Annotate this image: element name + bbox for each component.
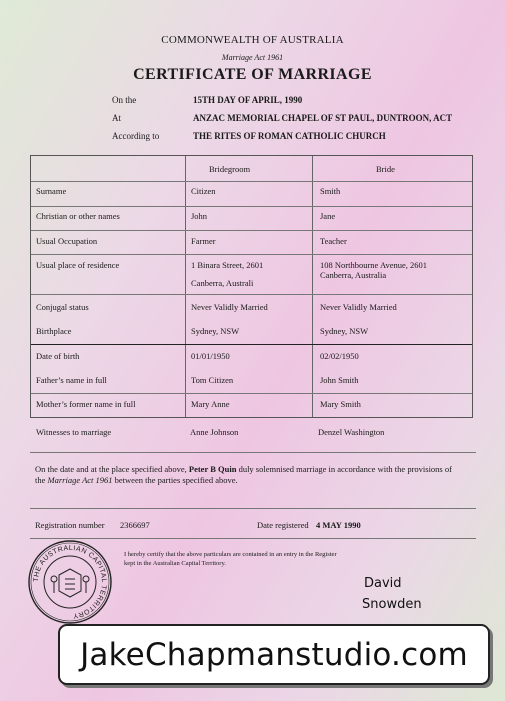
- signature-last-name: Snowden: [362, 597, 422, 612]
- groom-christian-names: John: [191, 211, 208, 221]
- watermark-text: JakeChapmanstudio.com: [80, 636, 468, 673]
- divider: [30, 508, 476, 509]
- bridegroom-column-header: Bridegroom: [209, 164, 251, 174]
- row-label-christian-names: Christian or other names: [36, 211, 120, 221]
- bride-conjugal-status: Never Validly Married: [320, 302, 397, 312]
- country-heading: COMMONWEALTH OF AUSTRALIA: [161, 34, 344, 46]
- bride-occupation: Teacher: [320, 236, 347, 246]
- row-label-birthplace: Birthplace: [36, 326, 72, 336]
- row-label-mother-name: Mother’s former name in full: [36, 399, 136, 409]
- bride-column-header: Bride: [376, 164, 395, 174]
- according-label: According to: [112, 131, 160, 141]
- witness-groom-side: Anne Johnson: [190, 427, 239, 437]
- groom-conjugal-status: Never Validly Married: [191, 302, 268, 312]
- svg-text:THE AUSTRALIAN CAPITAL TERRITO: THE AUSTRALIAN CAPITAL TERRITORY: [32, 544, 108, 619]
- bride-mother-name: Mary Smith: [320, 399, 361, 409]
- date-registered: 4 MAY 1990: [316, 520, 361, 530]
- registration-number-label: Registration number: [35, 520, 105, 530]
- witness-bride-side: Denzel Washington: [318, 427, 385, 437]
- date-registered-label: Date registered: [257, 520, 309, 530]
- celebrant-name: Peter B Quin: [188, 464, 237, 474]
- registration-number: 2366697: [120, 520, 150, 530]
- groom-mother-name: Mary Anne: [191, 399, 230, 409]
- row-label-residence: Usual place of residence: [36, 260, 120, 270]
- according-value: THE RITES OF ROMAN CATHOLIC CHURCH: [193, 131, 386, 141]
- groom-birthplace: Sydney, NSW: [191, 326, 240, 336]
- at-value: ANZAC MEMORIAL CHAPEL OF ST PAUL, DUNTROON, ACT: [193, 113, 453, 123]
- bride-date-of-birth: 02/02/1950: [320, 351, 359, 361]
- divider: [30, 452, 476, 453]
- bride-residence-line1: 108 Northbourne Avenue, 2601: [320, 260, 428, 270]
- bride-birthplace: Sydney, NSW: [320, 326, 369, 336]
- row-label-occupation: Usual Occupation: [36, 236, 98, 246]
- bride-christian-names: Jane: [320, 211, 336, 221]
- witnesses-label: Witnesses to marriage: [36, 427, 112, 437]
- groom-residence-line2: Canberra, Australi: [191, 278, 254, 288]
- territory-seal: [27, 539, 113, 625]
- bride-father-name: John Smith: [320, 375, 359, 385]
- groom-occupation: Farmer: [191, 236, 216, 246]
- row-label-conjugal-status: Conjugal status: [36, 302, 89, 312]
- groom-surname: Citizen: [191, 186, 216, 196]
- row-label-date-of-birth: Date of birth: [36, 351, 80, 361]
- act-subheading: Marriage Act 1961: [221, 53, 284, 62]
- signature-first-name: David: [364, 576, 402, 591]
- row-label-father-name: Father’s name in full: [36, 375, 107, 385]
- particulars-table: [30, 155, 473, 418]
- bride-residence-line2: Canberra, Australia: [320, 270, 387, 280]
- groom-residence-line1: 1 Binara Street, 2601: [191, 260, 264, 270]
- on-value: 15TH DAY OF APRIL, 1990: [193, 95, 303, 105]
- row-label-surname: Surname: [36, 186, 67, 196]
- solemnisation-statement: On the date and at the place specified above, Peter B Quin duly solemnised marriage in accordance with the provisions of the Marriage Act 1961 between the parties specified above.: [35, 464, 452, 485]
- on-label: On the: [112, 95, 137, 105]
- bride-surname: Smith: [320, 186, 341, 196]
- groom-father-name: Tom Citizen: [191, 375, 234, 385]
- groom-date-of-birth: 01/01/1950: [191, 351, 230, 361]
- certificate-title: CERTIFICATE OF MARRIAGE: [133, 66, 372, 83]
- watermark-banner: [58, 624, 490, 685]
- registrar-certification: I hereby certify that the above particulars are contained in an entry in the Register kept in the Australian Capital Territory.: [124, 551, 337, 567]
- at-label: At: [112, 113, 121, 123]
